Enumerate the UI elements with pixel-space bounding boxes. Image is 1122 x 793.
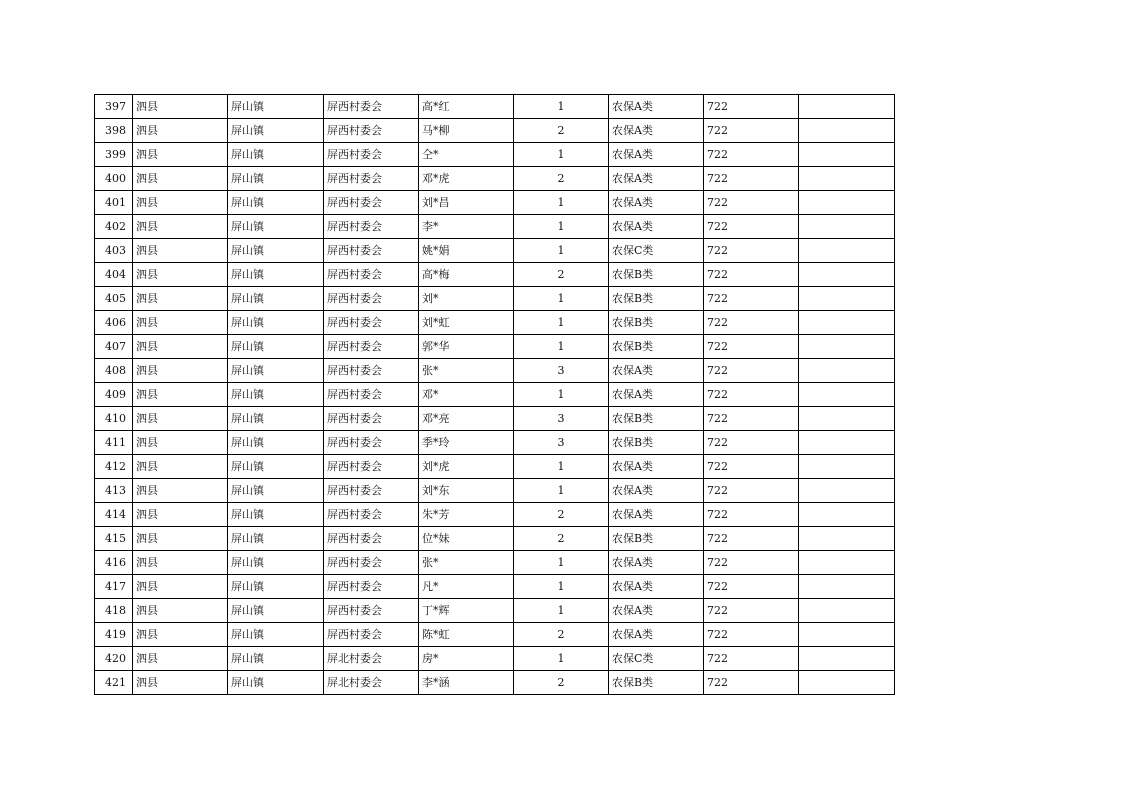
cell-county: 泗县 [133, 551, 228, 575]
cell-town: 屏山镇 [228, 431, 324, 455]
cell-town: 屏山镇 [228, 335, 324, 359]
cell-county: 泗县 [133, 143, 228, 167]
table-body [95, 95, 895, 695]
cell-serial-number: 407 [95, 335, 133, 359]
cell-amount: 722 [704, 455, 799, 479]
cell-name: 李* [419, 215, 514, 239]
cell-serial-number: 403 [95, 239, 133, 263]
cell-town: 屏山镇 [228, 599, 324, 623]
table-row [95, 335, 895, 359]
cell-person-count: 1 [514, 287, 609, 311]
cell-person-count: 1 [514, 551, 609, 575]
cell-remark [799, 407, 895, 431]
cell-county: 泗县 [133, 191, 228, 215]
cell-village-committee: 屏西村委会 [324, 479, 419, 503]
cell-county: 泗县 [133, 215, 228, 239]
cell-person-count: 1 [514, 143, 609, 167]
cell-amount: 722 [704, 287, 799, 311]
cell-amount: 722 [704, 239, 799, 263]
cell-person-count: 1 [514, 383, 609, 407]
cell-serial-number: 416 [95, 551, 133, 575]
cell-remark [799, 143, 895, 167]
table-row [95, 503, 895, 527]
cell-serial-number: 415 [95, 527, 133, 551]
cell-serial-number: 399 [95, 143, 133, 167]
cell-serial-number: 417 [95, 575, 133, 599]
cell-village-committee: 屏西村委会 [324, 431, 419, 455]
cell-person-count: 1 [514, 575, 609, 599]
cell-remark [799, 551, 895, 575]
cell-name: 高*红 [419, 95, 514, 119]
cell-village-committee: 屏西村委会 [324, 239, 419, 263]
cell-town: 屏山镇 [228, 119, 324, 143]
table-row [95, 647, 895, 671]
cell-insurance-category: 农保A类 [609, 167, 704, 191]
cell-person-count: 2 [514, 527, 609, 551]
cell-insurance-category: 农保B类 [609, 311, 704, 335]
cell-serial-number: 400 [95, 167, 133, 191]
table-row [95, 383, 895, 407]
cell-serial-number: 408 [95, 359, 133, 383]
cell-person-count: 1 [514, 215, 609, 239]
cell-amount: 722 [704, 383, 799, 407]
table-row [95, 623, 895, 647]
cell-name: 丁*辉 [419, 599, 514, 623]
cell-insurance-category: 农保A类 [609, 95, 704, 119]
cell-town: 屏山镇 [228, 479, 324, 503]
cell-remark [799, 335, 895, 359]
cell-remark [799, 383, 895, 407]
cell-town: 屏山镇 [228, 455, 324, 479]
cell-remark [799, 623, 895, 647]
cell-person-count: 1 [514, 599, 609, 623]
table-row [95, 167, 895, 191]
cell-county: 泗县 [133, 263, 228, 287]
cell-town: 屏山镇 [228, 311, 324, 335]
cell-serial-number: 401 [95, 191, 133, 215]
cell-remark [799, 431, 895, 455]
cell-insurance-category: 农保A类 [609, 503, 704, 527]
cell-remark [799, 167, 895, 191]
table-row [95, 239, 895, 263]
table-row [95, 215, 895, 239]
cell-village-committee: 屏北村委会 [324, 647, 419, 671]
table-row [95, 263, 895, 287]
cell-remark [799, 287, 895, 311]
cell-village-committee: 屏西村委会 [324, 263, 419, 287]
cell-insurance-category: 农保A类 [609, 623, 704, 647]
cell-amount: 722 [704, 311, 799, 335]
cell-name: 高*梅 [419, 263, 514, 287]
cell-serial-number: 421 [95, 671, 133, 695]
cell-amount: 722 [704, 647, 799, 671]
cell-remark [799, 479, 895, 503]
cell-insurance-category: 农保A类 [609, 215, 704, 239]
cell-county: 泗县 [133, 95, 228, 119]
cell-town: 屏山镇 [228, 287, 324, 311]
cell-amount: 722 [704, 599, 799, 623]
cell-county: 泗县 [133, 575, 228, 599]
cell-amount: 722 [704, 143, 799, 167]
cell-name: 凡* [419, 575, 514, 599]
cell-serial-number: 419 [95, 623, 133, 647]
cell-amount: 722 [704, 263, 799, 287]
cell-remark [799, 647, 895, 671]
cell-name: 季*玲 [419, 431, 514, 455]
cell-village-committee: 屏北村委会 [324, 671, 419, 695]
cell-person-count: 2 [514, 503, 609, 527]
cell-name: 姚*娟 [419, 239, 514, 263]
cell-name: 邓*亮 [419, 407, 514, 431]
cell-amount: 722 [704, 575, 799, 599]
cell-person-count: 1 [514, 335, 609, 359]
cell-insurance-category: 农保B类 [609, 431, 704, 455]
cell-county: 泗县 [133, 671, 228, 695]
cell-name: 刘* [419, 287, 514, 311]
cell-remark [799, 599, 895, 623]
cell-name: 陈*虹 [419, 623, 514, 647]
cell-name: 房* [419, 647, 514, 671]
table-row [95, 599, 895, 623]
cell-serial-number: 411 [95, 431, 133, 455]
cell-insurance-category: 农保A类 [609, 143, 704, 167]
table-row [95, 575, 895, 599]
cell-name: 刘*昌 [419, 191, 514, 215]
cell-amount: 722 [704, 623, 799, 647]
cell-village-committee: 屏西村委会 [324, 455, 419, 479]
cell-county: 泗县 [133, 623, 228, 647]
table-row [95, 479, 895, 503]
cell-town: 屏山镇 [228, 359, 324, 383]
cell-insurance-category: 农保B类 [609, 407, 704, 431]
cell-amount: 722 [704, 431, 799, 455]
cell-amount: 722 [704, 167, 799, 191]
cell-town: 屏山镇 [228, 191, 324, 215]
cell-person-count: 2 [514, 623, 609, 647]
cell-town: 屏山镇 [228, 95, 324, 119]
cell-town: 屏山镇 [228, 623, 324, 647]
cell-name: 邓*虎 [419, 167, 514, 191]
cell-village-committee: 屏西村委会 [324, 167, 419, 191]
cell-serial-number: 397 [95, 95, 133, 119]
cell-remark [799, 191, 895, 215]
table-row [95, 431, 895, 455]
cell-remark [799, 455, 895, 479]
cell-village-committee: 屏西村委会 [324, 359, 419, 383]
cell-person-count: 1 [514, 311, 609, 335]
cell-person-count: 1 [514, 191, 609, 215]
table-row [95, 191, 895, 215]
cell-serial-number: 410 [95, 407, 133, 431]
cell-name: 马*柳 [419, 119, 514, 143]
cell-serial-number: 402 [95, 215, 133, 239]
cell-village-committee: 屏西村委会 [324, 575, 419, 599]
cell-county: 泗县 [133, 455, 228, 479]
cell-name: 郭*华 [419, 335, 514, 359]
cell-amount: 722 [704, 359, 799, 383]
cell-county: 泗县 [133, 239, 228, 263]
cell-remark [799, 95, 895, 119]
cell-amount: 722 [704, 503, 799, 527]
cell-county: 泗县 [133, 119, 228, 143]
cell-amount: 722 [704, 527, 799, 551]
cell-town: 屏山镇 [228, 215, 324, 239]
cell-village-committee: 屏西村委会 [324, 599, 419, 623]
cell-remark [799, 671, 895, 695]
cell-village-committee: 屏西村委会 [324, 143, 419, 167]
cell-town: 屏山镇 [228, 551, 324, 575]
cell-village-committee: 屏西村委会 [324, 407, 419, 431]
cell-name: 刘*虹 [419, 311, 514, 335]
cell-insurance-category: 农保A类 [609, 191, 704, 215]
cell-insurance-category: 农保C类 [609, 239, 704, 263]
table-row [95, 551, 895, 575]
cell-county: 泗县 [133, 431, 228, 455]
cell-name: 位*妹 [419, 527, 514, 551]
cell-person-count: 2 [514, 119, 609, 143]
cell-remark [799, 311, 895, 335]
cell-town: 屏山镇 [228, 671, 324, 695]
cell-remark [799, 527, 895, 551]
table-row [95, 455, 895, 479]
cell-person-count: 2 [514, 263, 609, 287]
cell-insurance-category: 农保C类 [609, 647, 704, 671]
cell-name: 李*涵 [419, 671, 514, 695]
cell-county: 泗县 [133, 407, 228, 431]
cell-person-count: 2 [514, 167, 609, 191]
cell-insurance-category: 农保B类 [609, 527, 704, 551]
cell-person-count: 1 [514, 95, 609, 119]
table-row [95, 311, 895, 335]
cell-insurance-category: 农保A类 [609, 575, 704, 599]
cell-insurance-category: 农保A类 [609, 383, 704, 407]
cell-amount: 722 [704, 119, 799, 143]
table-row [95, 359, 895, 383]
cell-name: 仝* [419, 143, 514, 167]
cell-village-committee: 屏西村委会 [324, 551, 419, 575]
cell-county: 泗县 [133, 599, 228, 623]
cell-insurance-category: 农保B类 [609, 335, 704, 359]
cell-county: 泗县 [133, 383, 228, 407]
table-row [95, 143, 895, 167]
cell-village-committee: 屏西村委会 [324, 503, 419, 527]
cell-serial-number: 406 [95, 311, 133, 335]
cell-insurance-category: 农保A类 [609, 119, 704, 143]
cell-town: 屏山镇 [228, 407, 324, 431]
cell-county: 泗县 [133, 287, 228, 311]
cell-town: 屏山镇 [228, 167, 324, 191]
cell-town: 屏山镇 [228, 383, 324, 407]
cell-name: 刘*虎 [419, 455, 514, 479]
cell-county: 泗县 [133, 647, 228, 671]
cell-county: 泗县 [133, 503, 228, 527]
cell-amount: 722 [704, 191, 799, 215]
cell-town: 屏山镇 [228, 263, 324, 287]
cell-amount: 722 [704, 671, 799, 695]
cell-county: 泗县 [133, 335, 228, 359]
cell-insurance-category: 农保A类 [609, 599, 704, 623]
cell-name: 刘*东 [419, 479, 514, 503]
cell-remark [799, 239, 895, 263]
cell-person-count: 3 [514, 431, 609, 455]
cell-person-count: 1 [514, 239, 609, 263]
cell-remark [799, 215, 895, 239]
cell-name: 朱*芳 [419, 503, 514, 527]
cell-town: 屏山镇 [228, 503, 324, 527]
cell-county: 泗县 [133, 311, 228, 335]
cell-person-count: 1 [514, 647, 609, 671]
cell-name: 张* [419, 551, 514, 575]
cell-remark [799, 119, 895, 143]
cell-village-committee: 屏西村委会 [324, 623, 419, 647]
cell-person-count: 1 [514, 479, 609, 503]
cell-village-committee: 屏西村委会 [324, 215, 419, 239]
cell-remark [799, 263, 895, 287]
cell-insurance-category: 农保B类 [609, 263, 704, 287]
cell-remark [799, 359, 895, 383]
table-row [95, 671, 895, 695]
cell-amount: 722 [704, 95, 799, 119]
relief-roster-table [94, 94, 895, 695]
cell-serial-number: 413 [95, 479, 133, 503]
cell-town: 屏山镇 [228, 527, 324, 551]
cell-village-committee: 屏西村委会 [324, 311, 419, 335]
cell-amount: 722 [704, 215, 799, 239]
cell-serial-number: 412 [95, 455, 133, 479]
table-row [95, 407, 895, 431]
cell-person-count: 3 [514, 407, 609, 431]
cell-town: 屏山镇 [228, 143, 324, 167]
cell-insurance-category: 农保A类 [609, 479, 704, 503]
cell-insurance-category: 农保A类 [609, 455, 704, 479]
cell-village-committee: 屏西村委会 [324, 287, 419, 311]
cell-town: 屏山镇 [228, 575, 324, 599]
cell-village-committee: 屏西村委会 [324, 335, 419, 359]
cell-county: 泗县 [133, 479, 228, 503]
cell-amount: 722 [704, 335, 799, 359]
cell-insurance-category: 农保B类 [609, 671, 704, 695]
cell-county: 泗县 [133, 359, 228, 383]
cell-insurance-category: 农保B类 [609, 287, 704, 311]
cell-town: 屏山镇 [228, 239, 324, 263]
cell-remark [799, 503, 895, 527]
cell-village-committee: 屏西村委会 [324, 191, 419, 215]
cell-serial-number: 409 [95, 383, 133, 407]
cell-name: 张* [419, 359, 514, 383]
cell-insurance-category: 农保A类 [609, 359, 704, 383]
cell-village-committee: 屏西村委会 [324, 527, 419, 551]
cell-serial-number: 414 [95, 503, 133, 527]
cell-county: 泗县 [133, 167, 228, 191]
cell-county: 泗县 [133, 527, 228, 551]
table-row [95, 95, 895, 119]
cell-amount: 722 [704, 551, 799, 575]
cell-serial-number: 404 [95, 263, 133, 287]
cell-serial-number: 405 [95, 287, 133, 311]
table-row [95, 527, 895, 551]
cell-remark [799, 575, 895, 599]
cell-town: 屏山镇 [228, 647, 324, 671]
table-row [95, 119, 895, 143]
cell-person-count: 2 [514, 671, 609, 695]
cell-serial-number: 398 [95, 119, 133, 143]
cell-amount: 722 [704, 479, 799, 503]
table-row [95, 287, 895, 311]
cell-village-committee: 屏西村委会 [324, 119, 419, 143]
cell-insurance-category: 农保A类 [609, 551, 704, 575]
cell-amount: 722 [704, 407, 799, 431]
cell-serial-number: 420 [95, 647, 133, 671]
cell-name: 邓* [419, 383, 514, 407]
cell-village-committee: 屏西村委会 [324, 95, 419, 119]
cell-person-count: 1 [514, 455, 609, 479]
cell-person-count: 3 [514, 359, 609, 383]
cell-serial-number: 418 [95, 599, 133, 623]
cell-village-committee: 屏西村委会 [324, 383, 419, 407]
